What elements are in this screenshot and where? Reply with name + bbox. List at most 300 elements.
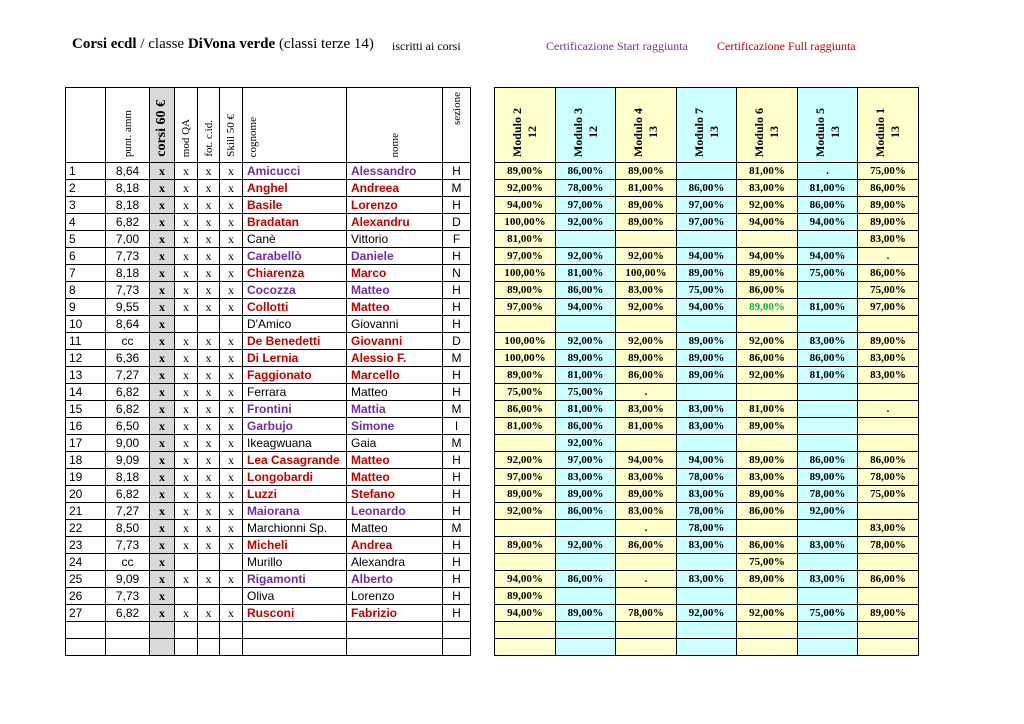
empty-cell (616, 622, 677, 639)
module-score (495, 520, 556, 537)
modqa-mark: x (175, 333, 198, 350)
photo-id-mark: x (198, 384, 220, 401)
modqa-mark: x (175, 248, 198, 265)
modqa-mark: x (175, 350, 198, 367)
header-punt: punt. amm (106, 88, 150, 163)
first-name: Giovanni (347, 333, 443, 350)
section: H (443, 197, 471, 214)
photo-id-mark: x (198, 537, 220, 554)
module-name: Modulo 5 (812, 107, 827, 157)
empty-cell (798, 639, 858, 656)
module-score: 83,00% (616, 401, 677, 418)
empty-cell (556, 622, 616, 639)
row-index: 6 (66, 248, 106, 265)
table-row (66, 316, 471, 333)
header-fot: fot. c.id. (198, 88, 220, 163)
first-name: Lorenzo (347, 197, 443, 214)
module-score (616, 554, 677, 571)
surname: Lea Casagrande (243, 452, 347, 469)
modqa-mark: x (175, 435, 198, 452)
table-row (495, 401, 919, 418)
table-row-empty (66, 622, 471, 639)
header-skill: Skill 50 € (220, 88, 243, 163)
module-score: 83,00% (677, 486, 737, 503)
header-corsi: corsi 60 € (150, 88, 175, 163)
modqa-mark: x (175, 384, 198, 401)
module-label (813, 104, 843, 157)
surname: Collotti (243, 299, 347, 316)
module-number: 13 (706, 126, 721, 139)
header-module (737, 88, 798, 163)
admission-score: 6,50 (106, 418, 150, 435)
row-index: 2 (66, 180, 106, 197)
module-score: 89,00% (495, 588, 556, 605)
first-name: Matteo (347, 282, 443, 299)
module-score: 83,00% (616, 469, 677, 486)
first-name: Simone (347, 418, 443, 435)
section: H (443, 384, 471, 401)
corsi-mark: x (150, 571, 175, 588)
skill-mark: x (220, 299, 243, 316)
section: H (443, 163, 471, 180)
module-score: 86,00% (616, 537, 677, 554)
module-name: Modulo 4 (631, 107, 645, 157)
module-score: 83,00% (858, 350, 919, 367)
admission-score: 6,36 (106, 350, 150, 367)
table-row (66, 418, 471, 435)
photo-id-mark: x (198, 435, 220, 452)
admission-score: cc (106, 333, 150, 350)
corsi-mark: x (150, 401, 175, 418)
modules-header-row (495, 88, 919, 163)
photo-id-mark (198, 316, 220, 333)
module-number: 12 (585, 126, 600, 139)
module-score: 83,00% (616, 503, 677, 520)
module-score: 92,00% (737, 605, 798, 622)
photo-id-mark: x (198, 214, 220, 231)
module-score: 89,00% (495, 163, 556, 180)
module-number: 12 (525, 126, 539, 139)
module-score (798, 231, 858, 248)
first-name: Daniele (347, 248, 443, 265)
module-score: 92,00% (616, 299, 677, 316)
section: H (443, 299, 471, 316)
surname: Rigamonti (243, 571, 347, 588)
first-name: Vittorio (347, 231, 443, 248)
table-row (66, 163, 471, 180)
photo-id-mark: x (198, 282, 220, 299)
skill-mark: x (220, 520, 243, 537)
table-row (495, 486, 919, 503)
modules-table (494, 87, 919, 656)
first-name: Stefano (347, 486, 443, 503)
first-name: Fabrizio (347, 605, 443, 622)
module-score (677, 588, 737, 605)
modqa-mark: x (175, 163, 198, 180)
module-score: 86,00% (798, 350, 858, 367)
table-row (66, 401, 471, 418)
module-score: 92,00% (798, 503, 858, 520)
table-row (495, 265, 919, 282)
skill-mark: x (220, 401, 243, 418)
section: H (443, 367, 471, 384)
table-row (495, 571, 919, 588)
skill-mark (220, 316, 243, 333)
row-index: 22 (66, 520, 106, 537)
full-legend: Certificazione Full raggiunta (717, 39, 856, 53)
module-score: 100,00% (495, 265, 556, 282)
module-score: 78,00% (858, 537, 919, 554)
corsi-mark: x (150, 605, 175, 622)
empty-cell (198, 622, 220, 639)
surname: Carabellò (243, 248, 347, 265)
module-score (858, 418, 919, 435)
skill-mark: x (220, 333, 243, 350)
module-score: 75,00% (858, 282, 919, 299)
modqa-mark: x (175, 282, 198, 299)
modqa-mark: x (175, 469, 198, 486)
empty-cell (150, 622, 175, 639)
section: H (443, 588, 471, 605)
header-sezione: sezione (443, 88, 471, 163)
module-label (873, 104, 903, 157)
module-score: . (858, 401, 919, 418)
table-row (495, 163, 919, 180)
empty-cell (737, 622, 798, 639)
module-score (737, 384, 798, 401)
module-score: 92,00% (737, 333, 798, 350)
modqa-mark: x (175, 231, 198, 248)
section: H (443, 452, 471, 469)
first-name: Alessio F. (347, 350, 443, 367)
modqa-mark: x (175, 401, 198, 418)
section: H (443, 571, 471, 588)
title-class-name: DiVona verde (187, 36, 276, 52)
section: M (443, 350, 471, 367)
module-score: 94,00% (737, 248, 798, 265)
module-score (858, 554, 919, 571)
skill-mark: x (220, 350, 243, 367)
empty-cell (198, 639, 220, 656)
surname: Cocozza (243, 282, 347, 299)
empty-cell (677, 622, 737, 639)
first-name: Giovanni (347, 316, 443, 333)
row-index: 12 (66, 350, 106, 367)
surname: Faggionato (243, 367, 347, 384)
module-score: 86,00% (737, 350, 798, 367)
skill-mark: x (220, 231, 243, 248)
surname: Luzzi (243, 486, 347, 503)
module-score: 92,00% (677, 605, 737, 622)
module-score: 92,00% (737, 367, 798, 384)
module-score: 83,00% (677, 537, 737, 554)
module-name: Modulo 2 (510, 107, 524, 157)
corsi-mark: x (150, 180, 175, 197)
module-score (495, 316, 556, 333)
table-row (495, 197, 919, 214)
surname: D'Amico (243, 316, 347, 333)
corsi-mark: x (150, 418, 175, 435)
corsi-mark: x (150, 486, 175, 503)
first-name: Matteo (347, 384, 443, 401)
corsi-mark: x (150, 469, 175, 486)
module-score: 97,00% (556, 452, 616, 469)
admission-score: 8,18 (106, 180, 150, 197)
surname: Murillo (243, 554, 347, 571)
surname: Di Lernia (243, 350, 347, 367)
table-row (66, 265, 471, 282)
module-score: 92,00% (616, 248, 677, 265)
table-row (495, 350, 919, 367)
module-score (737, 520, 798, 537)
module-score: 89,00% (616, 350, 677, 367)
table-row (495, 469, 919, 486)
corsi-mark: x (150, 265, 175, 282)
first-name: Matteo (347, 299, 443, 316)
module-score (798, 282, 858, 299)
title-part-1: Corsi ecdl (72, 36, 137, 52)
module-score: 94,00% (495, 605, 556, 622)
table-row (66, 520, 471, 537)
module-score: 89,00% (858, 333, 919, 350)
module-score: 75,00% (858, 486, 919, 503)
table-row (495, 231, 919, 248)
modqa-mark: x (175, 486, 198, 503)
module-score: 81,00% (616, 180, 677, 197)
surname: Rusconi (243, 605, 347, 622)
admission-score: 9,09 (106, 571, 150, 588)
module-score: 89,00% (737, 299, 798, 316)
module-score (556, 554, 616, 571)
table-row (495, 520, 919, 537)
module-score: 75,00% (798, 605, 858, 622)
admission-score: 8,18 (106, 265, 150, 282)
module-score: 83,00% (556, 469, 616, 486)
module-score (798, 384, 858, 401)
modqa-mark: x (175, 180, 198, 197)
photo-id-mark: x (198, 367, 220, 384)
modqa-mark: x (175, 605, 198, 622)
module-score: 83,00% (677, 401, 737, 418)
empty-cell (677, 639, 737, 656)
first-name: Mattia (347, 401, 443, 418)
corsi-mark: x (150, 197, 175, 214)
module-score: 81,00% (495, 418, 556, 435)
table-row (66, 299, 471, 316)
section: H (443, 605, 471, 622)
skill-mark (220, 554, 243, 571)
surname: Bradatan (243, 214, 347, 231)
empty-cell (175, 639, 198, 656)
empty-cell (106, 622, 150, 639)
module-score: 78,00% (677, 503, 737, 520)
table-row (66, 214, 471, 231)
photo-id-mark: x (198, 486, 220, 503)
skill-mark: x (220, 367, 243, 384)
skill-mark: x (220, 282, 243, 299)
module-score: 92,00% (556, 333, 616, 350)
module-score (858, 503, 919, 520)
table-row (66, 571, 471, 588)
first-name: Lorenzo (347, 588, 443, 605)
admission-score: 8,64 (106, 163, 150, 180)
module-score: 86,00% (737, 503, 798, 520)
table-row (495, 248, 919, 265)
module-score: 100,00% (495, 214, 556, 231)
header-index (66, 88, 106, 163)
table-row (66, 282, 471, 299)
surname: Canè (243, 231, 347, 248)
photo-id-mark: x (198, 180, 220, 197)
first-name: Gaia (347, 435, 443, 452)
photo-id-mark: x (198, 520, 220, 537)
modqa-mark: x (175, 367, 198, 384)
surname: Oliva (243, 588, 347, 605)
modqa-mark: x (175, 452, 198, 469)
title-suffix: (classi terze 14) (275, 36, 374, 52)
photo-id-mark: x (198, 503, 220, 520)
module-score: 75,00% (798, 265, 858, 282)
header-cognome: cognome (243, 88, 347, 163)
modqa-mark: x (175, 418, 198, 435)
module-score: 89,00% (616, 214, 677, 231)
table-row (495, 384, 919, 401)
section: M (443, 401, 471, 418)
table-row (66, 367, 471, 384)
corsi-mark: x (150, 435, 175, 452)
surname: De Benedetti (243, 333, 347, 350)
table-row (495, 554, 919, 571)
students-table (65, 87, 471, 656)
module-score: 86,00% (737, 537, 798, 554)
module-score (677, 231, 737, 248)
module-score: 89,00% (858, 214, 919, 231)
module-score (677, 384, 737, 401)
surname: Basile (243, 197, 347, 214)
module-score: 97,00% (495, 299, 556, 316)
module-score: 89,00% (737, 418, 798, 435)
module-score: 75,00% (737, 554, 798, 571)
surname: Marchionni Sp. (243, 520, 347, 537)
admission-score: 7,27 (106, 367, 150, 384)
module-score: 89,00% (677, 265, 737, 282)
admission-score: 6,82 (106, 401, 150, 418)
table-row (66, 350, 471, 367)
empty-cell (66, 622, 106, 639)
admission-score: cc (106, 554, 150, 571)
module-score: 100,00% (616, 265, 677, 282)
table-row (495, 503, 919, 520)
module-score: 81,00% (798, 180, 858, 197)
row-index: 27 (66, 605, 106, 622)
module-label (631, 104, 661, 157)
row-index: 23 (66, 537, 106, 554)
table-row (66, 384, 471, 401)
row-index: 24 (66, 554, 106, 571)
corsi-mark: x (150, 333, 175, 350)
skill-mark: x (220, 537, 243, 554)
module-score: 89,00% (616, 197, 677, 214)
empty-cell (556, 639, 616, 656)
corsi-mark: x (150, 554, 175, 571)
photo-id-mark: x (198, 248, 220, 265)
modqa-mark: x (175, 537, 198, 554)
admission-score: 7,73 (106, 282, 150, 299)
corsi-mark: x (150, 248, 175, 265)
module-score: 92,00% (495, 180, 556, 197)
table-row (495, 418, 919, 435)
photo-id-mark: x (198, 401, 220, 418)
row-index: 26 (66, 588, 106, 605)
empty-cell (798, 622, 858, 639)
module-number: 13 (646, 126, 660, 139)
table-row (495, 435, 919, 452)
module-score (798, 588, 858, 605)
surname: Ferrara (243, 384, 347, 401)
corsi-mark: x (150, 350, 175, 367)
table-row (66, 435, 471, 452)
module-score: 89,00% (677, 333, 737, 350)
empty-cell (150, 639, 175, 656)
module-name: Modulo 6 (752, 107, 766, 157)
skill-mark (220, 588, 243, 605)
module-score: 86,00% (798, 197, 858, 214)
table-row (66, 248, 471, 265)
module-score: 83,00% (858, 520, 919, 537)
section: H (443, 537, 471, 554)
module-name: Modulo 7 (691, 107, 706, 157)
module-score (737, 435, 798, 452)
module-score: 75,00% (858, 163, 919, 180)
module-number: 13 (888, 126, 902, 139)
module-score: 92,00% (556, 214, 616, 231)
module-score: 89,00% (677, 350, 737, 367)
module-score: 89,00% (677, 367, 737, 384)
table-row (495, 367, 919, 384)
empty-cell (737, 639, 798, 656)
module-score: 78,00% (858, 469, 919, 486)
first-name: Marcello (347, 367, 443, 384)
skill-mark: x (220, 469, 243, 486)
modqa-mark: x (175, 299, 198, 316)
module-score: 89,00% (495, 537, 556, 554)
section: D (443, 333, 471, 350)
table-row (66, 469, 471, 486)
module-score: 78,00% (616, 605, 677, 622)
row-index: 4 (66, 214, 106, 231)
row-index: 20 (66, 486, 106, 503)
corsi-mark: x (150, 367, 175, 384)
skill-mark: x (220, 265, 243, 282)
module-score (556, 316, 616, 333)
empty-cell (858, 622, 919, 639)
row-index: 3 (66, 197, 106, 214)
row-index: 5 (66, 231, 106, 248)
admission-score: 8,64 (106, 316, 150, 333)
admission-score: 6,82 (106, 605, 150, 622)
table-row (495, 299, 919, 316)
first-name: Marco (347, 265, 443, 282)
skill-mark: x (220, 418, 243, 435)
module-score: 94,00% (495, 197, 556, 214)
skill-mark: x (220, 452, 243, 469)
row-index: 19 (66, 469, 106, 486)
skill-mark: x (220, 435, 243, 452)
module-score: 75,00% (677, 282, 737, 299)
module-score: 100,00% (495, 333, 556, 350)
modqa-mark: x (175, 265, 198, 282)
empty-cell (443, 622, 471, 639)
